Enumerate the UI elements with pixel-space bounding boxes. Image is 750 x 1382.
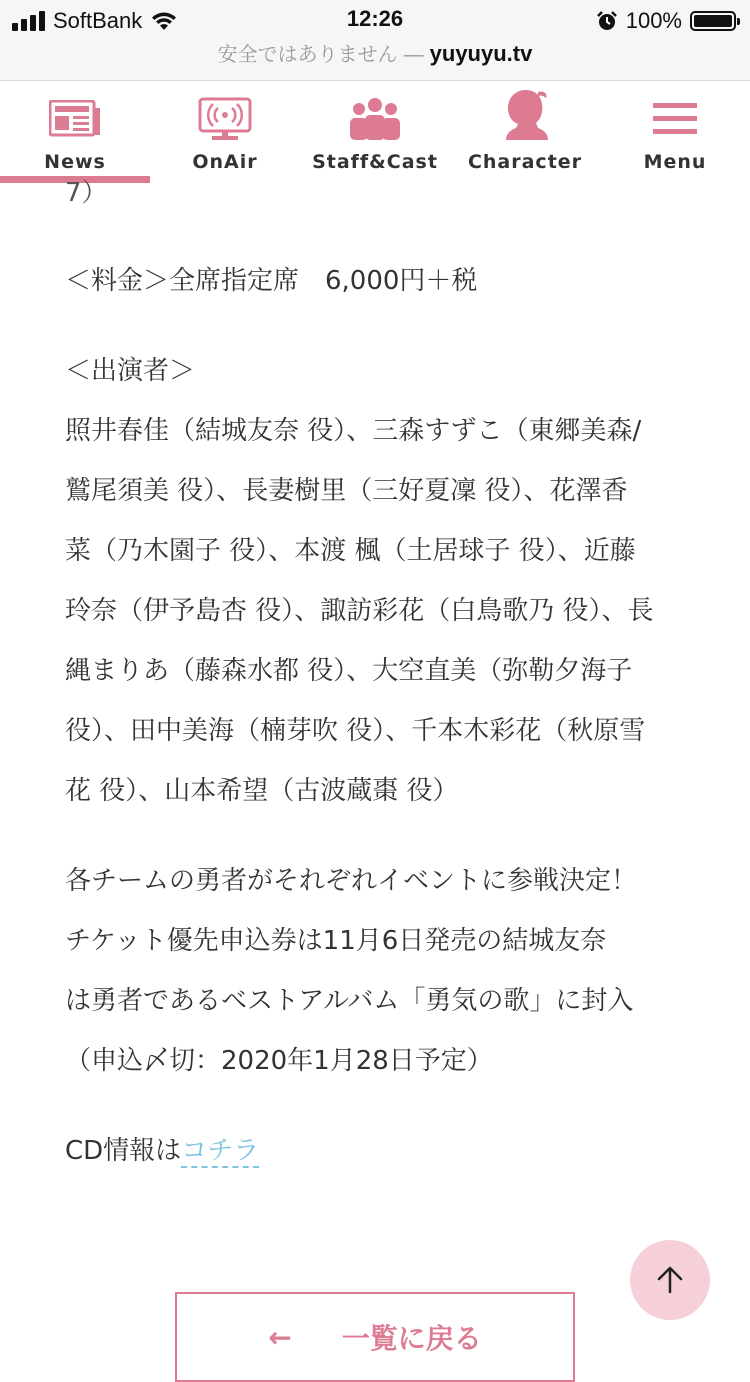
scroll-to-top-button[interactable]: [630, 1240, 710, 1320]
url-domain: yuyuyu.tv: [429, 41, 533, 66]
insecure-warning: 安全ではありません: [217, 44, 398, 66]
hamburger-menu-icon: [653, 97, 697, 141]
address-bar[interactable]: [0, 38, 750, 67]
status-right: [596, 6, 736, 36]
arrow-left-icon: ←: [268, 1320, 292, 1354]
cast-line: 役）、田中美海（楠芽吹 役）、千本木彩花（秋原雪: [65, 716, 646, 746]
alarm-icon: [596, 10, 618, 32]
broadcast-monitor-icon: [198, 97, 252, 141]
battery-level: [694, 15, 732, 27]
nav-label: OnAir: [192, 151, 258, 173]
announcement-line: は勇者であるベストアルバム「勇気の歌」に封入: [65, 986, 634, 1016]
cast-line: 花 役）、山本希望（古波蔵棗 役）: [65, 776, 459, 806]
status-bar: [0, 0, 750, 81]
girl-silhouette-icon: [500, 97, 550, 141]
cast-line: 菜（乃木園子 役）、本渡 楓（土居球子 役）、近藤: [65, 536, 636, 566]
cast-line: 照井春佳（結城友奈 役）、三森すずこ（東郷美森/: [65, 416, 642, 446]
cast-heading: ＜出演者＞: [65, 356, 196, 386]
cast-line: 縄まりあ（藤森水都 役）、大空直美（弥勒夕海子: [65, 656, 633, 686]
people-icon: [347, 97, 403, 141]
cd-info-prefix: CD情報は: [65, 1136, 182, 1166]
cast-line: 玲奈（伊予島杏 役）、諏訪彩花（白鳥歌乃 役）、長: [65, 596, 654, 626]
announcement: [65, 851, 690, 1091]
back-to-list-label: 一覧に戻る: [341, 1322, 482, 1355]
url-separator: —: [403, 44, 424, 66]
nav-label: Character: [467, 151, 583, 173]
battery-icon: [690, 11, 736, 31]
announcement-line: （申込〆切：2020年1月28日予定）: [65, 1046, 493, 1076]
announcement-line: 各チームの勇者がそれぞれイベントに参戦決定！: [65, 866, 638, 896]
cast-list: [65, 401, 690, 821]
arrow-up-icon: [655, 1265, 685, 1295]
cd-info-link[interactable]: コチラ: [181, 1136, 260, 1166]
cast-line: 鷲尾須美 役）、長妻樹里（三好夏凜 役）、花澤香: [65, 476, 628, 506]
battery-percentage: 100%: [625, 8, 682, 33]
price-line: ＜料金＞全席指定席 6,000円＋税: [65, 266, 478, 296]
clock: 12:26: [346, 6, 404, 31]
newspaper-icon: [49, 97, 101, 141]
nav-label: Staff&Cast: [312, 151, 438, 173]
cd-info-line: [65, 1121, 690, 1181]
partial-text-line: 7）: [65, 178, 108, 208]
article-body: [65, 165, 690, 1181]
announcement-line: チケット優先申込券は11月6日発売の結城友奈: [65, 926, 607, 956]
nav-label: News: [44, 151, 106, 173]
back-to-list-button[interactable]: [175, 1292, 575, 1382]
nav-label: Menu: [643, 151, 707, 173]
carrier-name: SoftBank: [53, 8, 143, 33]
